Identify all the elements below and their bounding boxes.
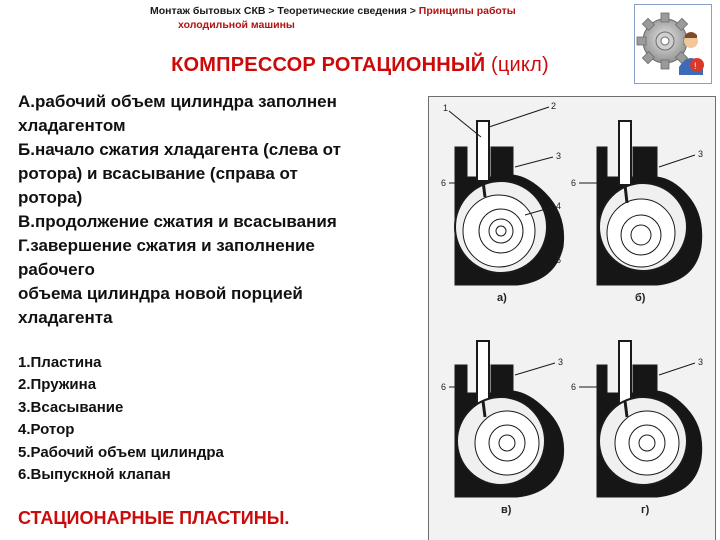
parts-legend (18, 352, 418, 486)
part-number-1: 1 (443, 103, 449, 113)
stage-c-diagram (455, 341, 564, 497)
page-title (0, 54, 720, 77)
breadcrumb-current-continued[interactable]: холодильной машины (178, 19, 295, 31)
part-number-3: 3 (556, 151, 562, 161)
caption-c: в) (501, 504, 512, 516)
stationary-vanes-note: СТАЦИОНАРНЫЕ ПЛАСТИНЫ. (18, 508, 290, 528)
stage-b-diagram (597, 121, 702, 285)
legend-item: 1.Пластина (18, 354, 102, 371)
part-number-6: 6 (441, 178, 447, 188)
stage-line: хладагента (18, 308, 113, 327)
caption-b: б) (635, 292, 646, 304)
stage-line: А.рабочий объем цилиндра заполнен (18, 92, 337, 111)
rotary-compressor-cycle-diagram (428, 96, 716, 540)
stage-line: В.продолжение сжатия и всасывания (18, 212, 337, 231)
caption-d: г) (641, 504, 650, 516)
stage-line: Б.начало сжатия хладагента (слева от (18, 140, 341, 159)
title-main: КОМПРЕССОР РОТАЦИОННЫЙ (171, 54, 486, 76)
breadcrumb (150, 4, 590, 32)
part-number-2: 2 (551, 101, 557, 111)
stage-line: рабочего (18, 260, 95, 279)
breadcrumb-path: Монтаж бытовых СКВ > Теоретические сведения > (150, 5, 419, 17)
legend-item: 5.Рабочий объем цилиндра (18, 443, 224, 461)
part-number-3: 3 (698, 149, 704, 159)
caption-a: а) (497, 292, 507, 304)
stage-line: Г.завершение сжатия и заполнение (18, 236, 315, 255)
svg-text:!: ! (694, 61, 697, 71)
part-number-3: 3 (558, 357, 564, 367)
stage-d-diagram (597, 341, 702, 497)
part-number-3: 3 (698, 357, 704, 367)
stage-description-list (18, 90, 428, 330)
legend-item: 2.Пружина (18, 376, 97, 394)
title-sub: (цикл) (491, 54, 549, 76)
legend-item: 3.Всасывание (18, 398, 124, 416)
stage-line: хладагентом (18, 116, 126, 135)
legend-item: 4.Ротор (18, 421, 75, 439)
stage-line: ротора) и всасывание (справа от (18, 164, 298, 183)
stage-line: ротора) (18, 188, 83, 207)
breadcrumb-current[interactable]: Принципы работы (418, 5, 516, 17)
stage-a-diagram (455, 121, 564, 285)
part-number-6: 6 (571, 178, 577, 188)
stage-line: объема цилиндра новой порцией (18, 284, 303, 303)
part-number-6: 6 (441, 382, 447, 392)
part-number-4: 4 (556, 201, 562, 211)
legend-item: 6.Выпускной клапан (18, 466, 171, 484)
part-number-5: 5 (556, 255, 562, 265)
part-number-6: 6 (571, 382, 577, 392)
